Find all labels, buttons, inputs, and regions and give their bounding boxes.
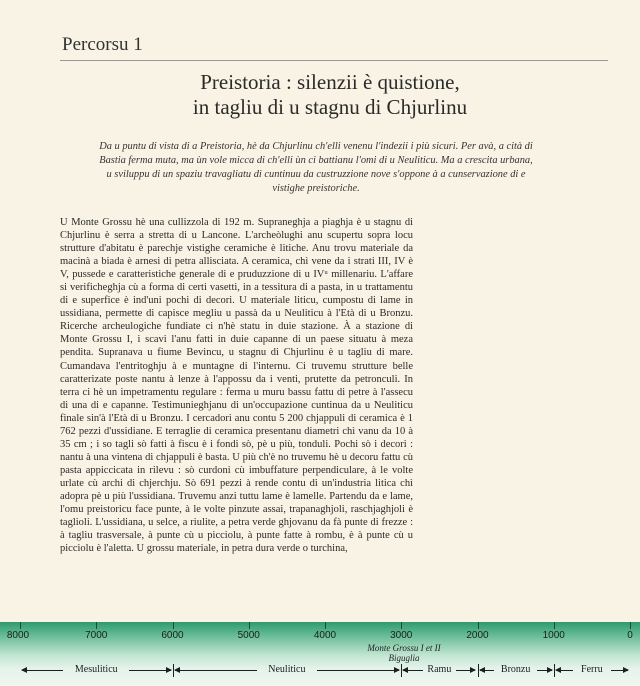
timeline-tick-label: 2000 [466, 630, 489, 641]
period-arrow-left [403, 670, 423, 671]
timeline-event-site: Monte Grossu I et II [367, 643, 441, 653]
timeline-event-label [356, 643, 452, 663]
period-separator [554, 664, 555, 677]
timeline-tick-label: 4000 [313, 630, 337, 641]
timeline-tick [630, 622, 631, 629]
timeline-tick-label: 3000 [390, 630, 413, 641]
period-label: Mesuliticu [74, 664, 118, 675]
timeline-tick [478, 622, 479, 629]
period-arrow-left [556, 670, 573, 671]
timeline-tick [96, 622, 97, 629]
period-arrow-right [129, 670, 170, 671]
timeline-tick-label: 5000 [237, 630, 260, 641]
timeline-tick-label: 1000 [542, 630, 565, 641]
timeline-tick [554, 622, 555, 629]
period-arrow-left [22, 670, 63, 671]
period-arrow-left [175, 670, 257, 671]
timeline-tick [401, 622, 402, 629]
timeline-tick-label: 0 [627, 630, 633, 641]
period-arrow-right [611, 670, 628, 671]
period-arrow-right [456, 670, 476, 671]
page-title [120, 70, 540, 120]
timeline-tick-label: 6000 [161, 630, 184, 641]
page-title-line-2: in tagliu di u stagnu di Chjurlinu [192, 95, 468, 119]
period-label: Neuliticu [268, 664, 306, 675]
timeline-tick [249, 622, 250, 629]
chronology-timeline [0, 622, 640, 686]
body-paragraph: U Monte Grossu hè una cullizzola di 192 m. Supraneghja a piaghja è u stagnu di Chjurlinu è serra a stretta di u Lancone. L'archeòlughi anu scupertu sopra locu strutture d'abitatu è parechje vistighe ceramiche è litiche. Anu trovu materiale da macinà a biada è arnesi di petra allisciata. A ceramica, chì vene da i strati III, IV è V, pussede e caratteristiche generale di e pruduzzione di u IVᵘ millenariu. L'affare si verificheghja cù a forma di certi vasetti, in a tessitura di a pasta, in u trattamentu di e superfice è ind'uni pochi di decori. U materiale liticu, cumpostu di lame in ussidiana, permette di capisce megliu u passà da u Neuliticu à l'Età di u Bronzu. Ricerche archeulogiche fundiate ci n'hè statu in duie stazione. À a stazione di Monte Grossu I, i scavi l'anu fatti in duie capanne di un paese situatu à meza pendita. Supranava u fiume Bevincu, u stagnu di Chjurlinu è u tagliu di mare. Cumandava l'entritoghju à e muntagne di l'internu. Ci truvemu strutture belle caratterizate poste nantu à lenze à l'appossu da i venti, prutette da petronculi. In terra ci hè un impetramentu regulare : ferma u muru bassu fattu di petre à l'assecu di una di e capanne. Testimunieghjanu di un'occupazione cuntinua da u Neuliticu finale sin'à l'Età di u Bronzu. I cercadori anu contu 5 200 chjappuli di ceramica è 1 762 pezzi d'ussidiane. E terraglie di ceramica presentanu diametri chì vanu da 10 à 35 cm ; i so tagli sò fatti à fiscu è i fondi sò, pè u più, tonduli. Pochi sò i decori : nantu à una vintena di chjappuli è basta. U più ch'è no truvemu hè u decoru fattu cù pasta appiccicata in rilevu : sò curdoni cù imbuffature perpendiculare, à le volte urlate cù archi di chjerchju. Sò 691 pezzi à rende contu di un'industria litica chì adopra pè u più l'ussidiana. Truvemu anzi tuttu lame è lamelle. Partendu da e lame, l'omu preistoricu face punte, à le volte pinzute assai, trapanaghjoli, raschjaghjoli è taglioli. L'ussidiana, u selce, a riulite, a petra verde ghjovanu da fà punte di frezze : à tagliu trasversale, à punte cù u picciolu, à punte fatte à rombu, è à punte cù u picciolu è l'aletta. U grossu materiale, in petra dura verde o turchina, [60, 217, 413, 555]
period-separator [401, 664, 402, 677]
period-label: Ferru [581, 664, 603, 675]
period-separator [478, 664, 479, 677]
timeline-tick-label: 8000 [6, 630, 30, 641]
period-separator [173, 664, 174, 677]
intro-paragraph: Da u puntu di vista di a Preistoria, hè da Chjurlinu ch'elli venenu l'indezii i più sicuri. Per avà, a cità di Bastia ferma muta, ma ùn vole micca di ch'elli ùn ci battianu l'omi di u Neuliticu. Ma a crescita urbana, u sviluppu di un spaziu travagliatu di cuntinuu da custruzzione nove s'oppone à a cunservazione di e vistighe preistoriche. [99, 141, 533, 194]
period-arrow-left [480, 670, 494, 671]
timeline-tick-label: 7000 [85, 630, 108, 641]
page-title-line-1: Preistoria : silenzii è quistione, [200, 70, 460, 94]
period-label: Bronzu [500, 664, 531, 675]
period-label: Ramu [427, 664, 452, 675]
section-label: Percorsu 1 [62, 34, 143, 55]
timeline-tick [325, 622, 326, 629]
period-arrow-right [537, 670, 551, 671]
period-arrow-right [317, 670, 399, 671]
timeline-event-place: Biguglia [388, 653, 420, 663]
header-divider [60, 60, 608, 61]
timeline-tick [20, 622, 21, 629]
timeline-tick [173, 622, 174, 629]
